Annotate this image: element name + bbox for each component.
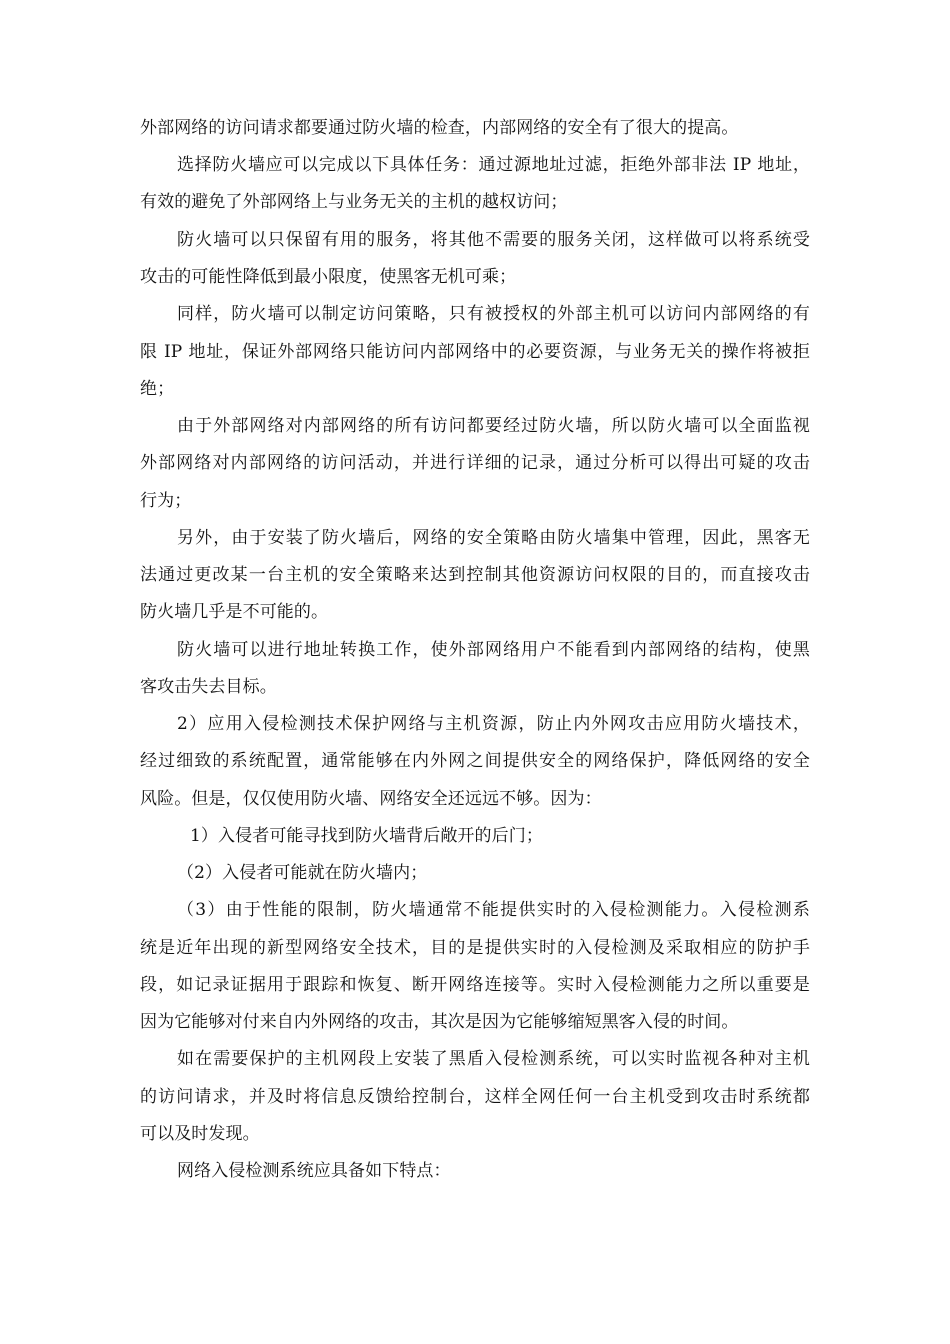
paragraph-line: 限 IP 地址，保证外部网络只能访问内部网络中的必要资源，与业务无关的操作将被拒	[140, 342, 810, 362]
paragraph-line: 同样，防火墙可以制定访问策略，只有被授权的外部主机可以访问内部网络的有	[177, 304, 810, 324]
paragraph-line: 选择防火墙应可以完成以下具体任务：通过源地址过滤，拒绝外部非法 IP 地址，	[177, 155, 810, 175]
paragraph-line: 客攻击失去目标。	[140, 677, 277, 697]
paragraph-line: 因为它能够对付来自内外网络的攻击，其次是因为它能够缩短黑客入侵的时间。	[140, 1012, 739, 1032]
paragraph-line: 统是近年出现的新型网络安全技术，目的是提供实时的入侵检测及采取相应的防护手	[140, 938, 810, 958]
paragraph-line: 另外，由于安装了防火墙后，网络的安全策略由防火墙集中管理，因此，黑客无	[177, 528, 810, 548]
paragraph-line: 行为；	[140, 491, 192, 511]
paragraph-line: 风险。但是，仅仅使用防火墙、网络安全还远远不够。因为：	[140, 789, 602, 809]
paragraph-line: 外部网络对内部网络的访问活动，并进行详细的记录，通过分析可以得出可疑的攻击	[140, 453, 810, 473]
paragraph-line: 法通过更改某一台主机的安全策略来达到控制其他资源访问权限的目的，而直接攻击	[140, 565, 810, 585]
paragraph-line: 防火墙可以进行地址转换工作，使外部网络用户不能看到内部网络的结构，使黑	[177, 640, 810, 660]
paragraph-line: 攻击的可能性降低到最小限度，使黑客无机可乘；	[140, 267, 517, 287]
paragraph-line: 网络入侵检测系统应具备如下特点：	[177, 1161, 451, 1181]
paragraph-line: 2）应用入侵检测技术保护网络与主机资源，防止内外网攻击应用防火墙技术，	[177, 714, 810, 734]
paragraph-line: 可以及时发现。	[140, 1124, 260, 1144]
paragraph-line: 防火墙几乎是不可能的。	[140, 602, 329, 622]
paragraph-line: 如在需要保护的主机网段上安装了黑盾入侵检测系统，可以实时监视各种对主机	[177, 1049, 810, 1069]
list-item: 1）入侵者可能寻找到防火墙背后敞开的后门；	[190, 826, 543, 846]
paragraph-line: 有效的避免了外部网络上与业务无关的主机的越权访问；	[140, 192, 568, 212]
paragraph-line: 段，如记录证据用于跟踪和恢复、断开网络连接等。实时入侵检测能力之所以重要是	[140, 975, 810, 995]
list-item: （2）入侵者可能就在防火墙内；	[177, 863, 428, 883]
paragraph-line: 经过细致的系统配置，通常能够在内外网之间提供安全的网络保护，降低网络的安全	[140, 751, 810, 771]
paragraph-line: 防火墙可以只保留有用的服务，将其他不需要的服务关闭，这样做可以将系统受	[177, 230, 810, 250]
paragraph-line: 由于外部网络对内部网络的所有访问都要经过防火墙，所以防火墙可以全面监视	[177, 416, 810, 436]
paragraph-line: 的访问请求，并及时将信息反馈给控制台，这样全网任何一台主机受到攻击时系统都	[140, 1087, 810, 1107]
paragraph-line: 绝；	[140, 379, 175, 399]
paragraph-line: （3）由于性能的限制，防火墙通常不能提供实时的入侵检测能力。入侵检测系	[177, 900, 810, 920]
paragraph-line: 外部网络的访问请求都要通过防火墙的检查，内部网络的安全有了很大的提高。	[140, 118, 739, 138]
